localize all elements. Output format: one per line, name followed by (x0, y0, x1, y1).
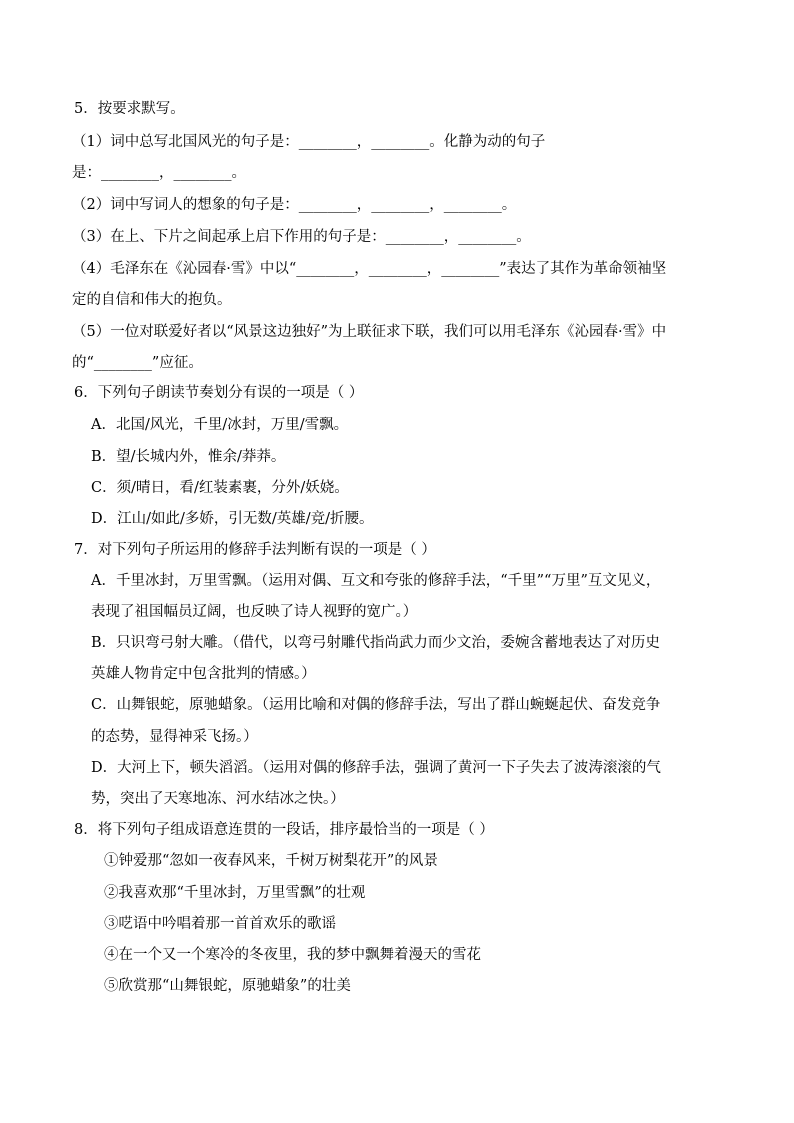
q5-part4-line1: （4）毛泽东在《沁园春·雪》中以“________，________，________”表达了其作为革命领袖坚 (72, 261, 667, 277)
q5-part1-line2: 是：________，________。 (72, 165, 246, 181)
q7-option-d-line1: D．大河上下，顿失滔滔。（运用对偶的修辞手法，强调了黄河一下子失去了波涛滚滚的气 (91, 760, 661, 776)
q5-part1-line1: （1）词中总写北国风光的句子是：________，________。化静为动的句子 (72, 134, 546, 150)
q8-sentence-3: ③呓语中吟唱着那一首首欢乐的歌谣 (104, 916, 336, 932)
q6-option-b: B．望/长城内外，惟余/莽莽。 (91, 449, 286, 465)
q6-option-d: D．江山/如此/多娇，引无数/英雄/竞/折腰。 (91, 511, 374, 527)
q5-title: 5．按要求默写。 (74, 101, 185, 117)
q7-option-c-line2: 的态势，显得神采飞扬。） (91, 729, 258, 745)
q8-title: 8．将下列句子组成语意连贯的一段话，排序最恰当的一项是（ ） (74, 822, 494, 838)
q5-part5-line1: （5）一位对联爱好者以“风景这边独好”为上联征求下联，我们可以用毛泽东《沁园春·雪》中 (72, 324, 667, 340)
q7-option-b-line2: 英雄人物肯定中包含批判的情感。） (91, 666, 316, 682)
q7-option-c-line1: C．山舞银蛇，原驰蜡象。（运用比喻和对偶的修辞手法，写出了群山蜿蜒起伏、奋发竞争 (91, 697, 661, 713)
q5-part4-line2: 定的自信和伟大的抱负。 (72, 292, 232, 308)
q7-option-a-line1: A．千里冰封，万里雪飘。（运用对偶、互文和夸张的修辞手法，“千里”“万里”互文见义， (91, 573, 661, 589)
q6-title: 6．下列句子朗读节奏划分有误的一项是（ ） (74, 385, 364, 401)
q8-sentence-1: ①钟爱那“忽如一夜春风来，千树万树梨花开”的风景 (104, 853, 438, 869)
q8-sentence-2: ②我喜欢那“千里冰封，万里雪飘”的壮观 (104, 885, 366, 901)
q7-option-d-line2: 势，突出了天寒地冻、河水结冰之快。） (91, 791, 345, 807)
q8-sentence-5: ⑤欣赏那“山舞银蛇，原驰蜡象”的壮美 (104, 978, 351, 994)
q7-option-a-line2: 表现了祖国幅员辽阔，也反映了诗人视野的宽广。） (91, 604, 418, 620)
q5-part5-line2: 的“________”应征。 (72, 355, 203, 371)
q7-title: 7．对下列句子所运用的修辞手法判断有误的一项是（ ） (74, 542, 436, 558)
q8-sentence-4: ④在一个又一个寒冷的冬夜里，我的梦中飘舞着漫天的雪花 (104, 947, 481, 963)
q6-option-c: C．须/晴日，看/红装素裹，分外/妖娆。 (91, 480, 349, 496)
q6-option-a: A．北国/风光，千里/冰封，万里/雪飘。 (91, 417, 349, 433)
q5-part3: （3）在上、下片之间起承上启下作用的句子是：________，________。 (72, 229, 531, 245)
q7-option-b-line1: B．只识弯弓射大雕。（借代，以弯弓射雕代指尚武力而少文治，委婉含蓄地表达了对历史 (91, 635, 660, 651)
q5-part2: （2）词中写词人的想象的句子是：________，________，________。 (72, 197, 517, 213)
